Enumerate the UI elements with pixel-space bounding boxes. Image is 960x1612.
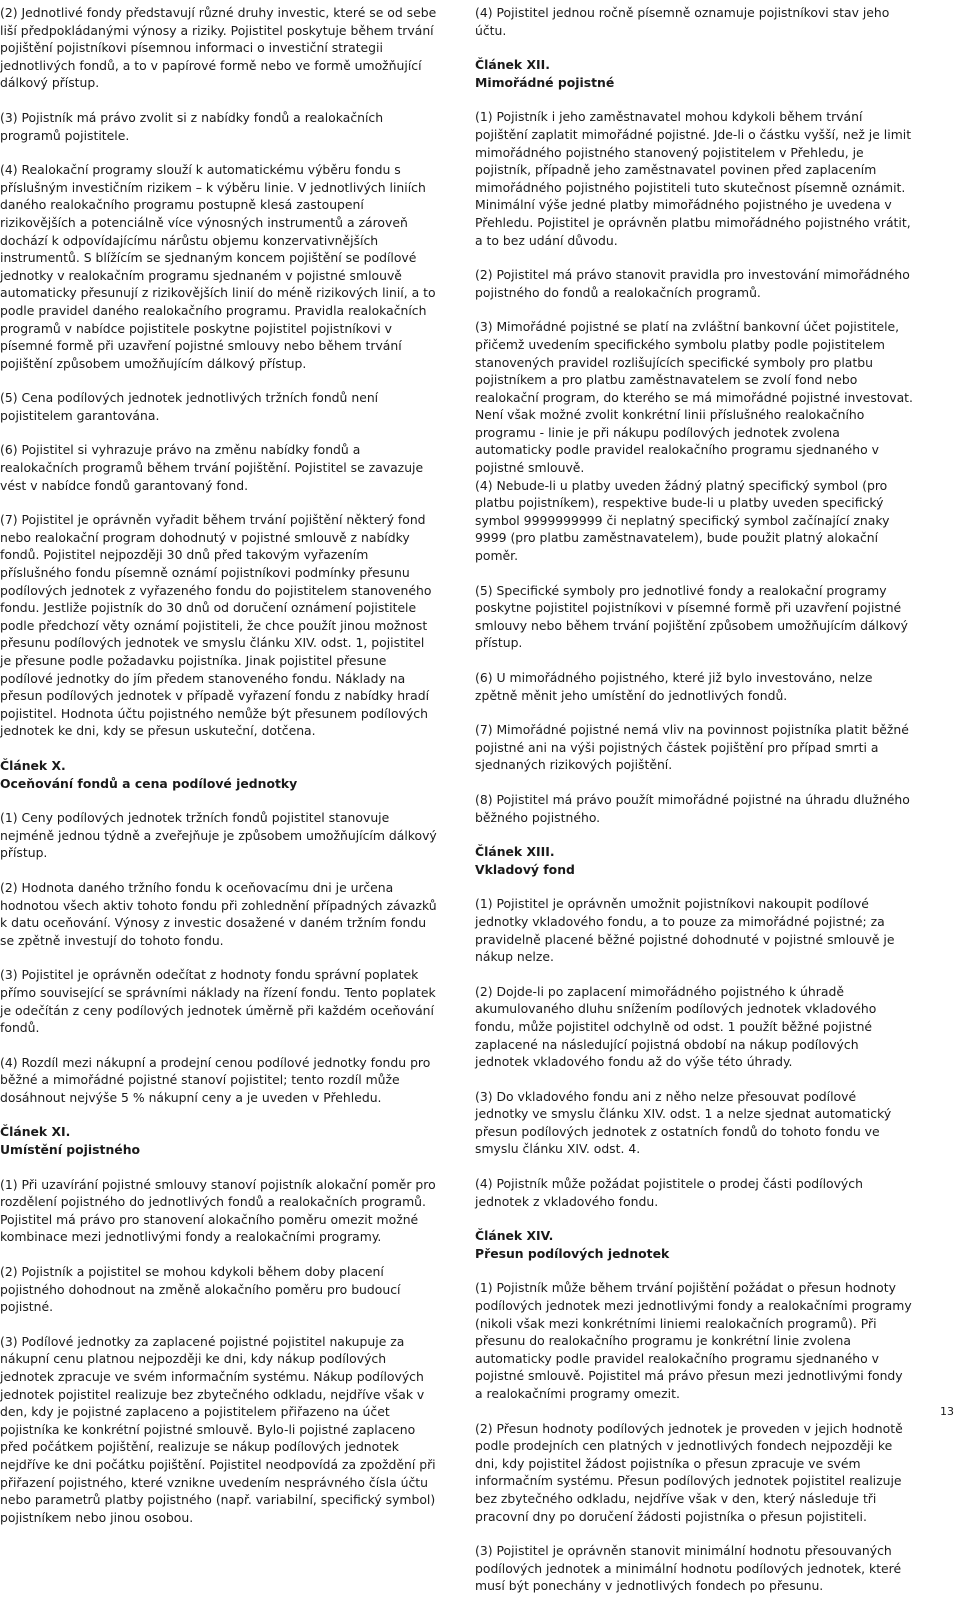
article-number: Článek XI. [0,1124,71,1140]
article-title: Vkladový fond [475,861,575,877]
article-heading [475,843,913,878]
paragraph: (6) U mimořádného pojistného, které již bylo investováno, nelze zpětně měnit jeho umístění do jednotlivých fondů. [475,670,873,703]
paragraph: (3) Pojistník má právo zvolit si z nabídky fondů a realokačních programů pojistitele. [0,109,384,143]
paragraph: (3) Pojistitel je oprávněn stanovit minimální hodnotu přesouvaných podílových jednotek a minimální hodnotu podílových jednotek, které musí být ponechány v jednotlivých fondech po přesunu. [475,1543,902,1594]
paragraph: (1) Pojistník může během trvání pojištění požádat o přesun hodnoty podílových jednotek mezi jednotlivými fondy a realokačními programy (nikoli však mezi konkrétními liniemi realokačních programů). Při přesunu do realokačního programu je konkrétní linie zvolena automaticky podle pravidel realokačního programu sjednaného v pojistné smlouvě. Pojistitel má právo přesun mezi jednotlivými fondy a realokačními programy omezit. [475,1280,912,1401]
paragraph: (5) Specifické symboly pro jednotlivé fondy a realokační programy poskytne pojistitel pojistníkovi v písemné formě při uzavření pojistné smlouvy nebo během trvání pojištění způsobem umožňujícím dálkový přístup. [475,582,908,651]
article-title: Oceňování fondů a cena podílové jednotky [0,775,298,791]
paragraph: (7) Mimořádné pojistné nemá vliv na povinnost pojistníka platit běžné pojistné ani na výši pojistných částek pojištění pro případ smrti a sjednaných rizikových pojištění. [475,722,909,773]
paragraph: (2) Pojistitel má právo stanovit pravidla pro investování mimořádného pojistného do fondů a realokačních programů. [475,267,910,300]
article-heading [475,56,913,91]
article-number: Článek X. [0,757,66,773]
paragraph: (7) Pojistitel je oprávněn vyřadit během trvání pojištění některý fond nebo realokační program dohodnutý v pojistné smlouvě z nabídky fondů. Pojistitel nejpozději 30 dnů před takovým vyřazením příslušného fondu písemně oznámí pojistníkovi podmínky přesunu podílových jednotek z vyřazeného fondu do pojistitelem stanoveného fondu. Jestliže pojistník do 30 dnů od doručení oznámení pojistitele podle předchozí věty oznámí pojistiteli, že chce použít jinou možnost přesunu podílových jednotek ve smyslu článku XIV. odst. 1, pojistitel je přesune podle požadavku pojistníka. Jinak pojistitel přesune podílové jednotky do jím předem stanoveného fondu. Náklady na přesun podílových jednotek v případě vyřazení fondu z nabídky hradí pojistitel. Hodnota účtu pojistného nemůže být přesunem podílových jednotek ke dni, kdy se přesun uskuteční, dotčena. [0,512,432,739]
page-number: 13 [940,1405,954,1418]
article-heading [475,1227,913,1262]
paragraph: (3) Pojistitel je oprávněn odečítat z hodnoty fondu správní poplatek přímo související se správními náklady na řízení fondu. Tento poplatek je odečítán z ceny podílových jednotek úměrně při každém oceňování fondů. [0,967,436,1036]
paragraph: (8) Pojistitel má právo použít mimořádné pojistné na úhradu dlužného běžného pojistného. [475,791,910,825]
paragraph: (4) Rozdíl mezi nákupní a prodejní cenou podílové jednotky fondu pro běžné a mimořádné pojistné stanoví pojistitel; tento rozdíl může dosáhnout nejvýše 5 % nákupní ceny a je uveden v Přehledu. [0,1054,431,1105]
paragraph: (1) Pojistitel je oprávněn umožnit pojistníkovi nakoupit podílové jednotky vkladového fondu, a to pouze za mimořádné pojistné; za pravidelně placené běžné pojistné dohodnuté v pojistné smlouvě je nákup nelze. [475,896,895,965]
paragraph: (1) Pojistník i jeho zaměstnavatel mohou kdykoli během trvání pojištění zaplatit mimořádné pojistné. Jde-li o částku vyšší, než je limit mimořádného pojistného stanovený pojistitelem v Přehledu, je pojistník, případně jeho zaměstnavatel povinen před zaplacením mimořádného pojistného pojistiteli tuto skutečnost písemně oznámit. Minimální výše jedné platby mimořádného pojistného je uvedena v Přehledu. Pojistitel je oprávněn platbu mimořádného pojistného vrátit, a to bez udání důvodu. [475,109,912,248]
paragraph: (6) Pojistitel si vyhrazuje právo na změnu nabídky fondů a realokačních programů během trvání pojištění. Pojistitel se zavazuje vést v nabídce fondů garantovaný fond. [0,442,424,493]
paragraph: (4) Realokační programy slouží k automatickému výběru fondu s příslušným investičním rizikem – k výběru linie. V jednotlivých liniích daného realokačního programu postupně klesá zastoupení rizikovějších a potenciálně více výnosných instrumentů a zároveň dochází k odpovídajícímu nárůstu objemu konzervativnějších instrumentů. S blížícím se sjednaným koncem pojištění se podílové jednotky v realokačním programu sjednaném v pojistné smlouvě automaticky přesunují z rizikovějších linií do méně rizikových linií, a to podle pravidel daného realokačního programu. Pravidla realokačních programů v nabídce pojistitele poskytne pojistitel pojistníkovi v písemné formě při uzavření pojistné smlouvy nebo během trvání pojištění způsobem umožňujícím dálkový přístup. [0,162,436,371]
paragraph: (2) Hodnota daného tržního fondu k oceňovacímu dni je určena hodnotou všech aktiv tohoto fondu při zohlednění případných závazků k datu oceňování. Výnosy z investic dosažené v daném tržním fondu se zpětně investují do tohoto fondu. [0,879,437,948]
left-column [0,4,438,1543]
paragraph: (1) Ceny podílových jednotek tržních fondů pojistitel stanovuje nejméně jednou týdně a zveřejňuje je způsobem umožňujícím dálkový přístup. [0,810,437,861]
article-number: Článek XII. [475,57,550,73]
paragraph: (1) Při uzavírání pojistné smlouvy stanoví pojistník alokační poměr pro rozdělení pojistného do jednotlivých fondů a realokačních programů. Pojistitel má právo pro stanovení alokačního poměru omezit možné kombinace mezi jednotlivými fondy a realokačními programy. [0,1176,436,1245]
paragraph: (3) Podílové jednotky za zaplacené pojistné pojistitel nakupuje za nákupní cenu platnou nejpozději ke dni, kdy nákup podílových jednotek zpracuje ve svém informačním systému. Nákup podílových jednotek pojistitel realizuje bez zbytečného odkladu, nejdříve však v den, kdy je pojistné zaplaceno a pojistitelem přiřazeno na účet pojistníka ke konkrétní pojistné smlouvě. Bylo-li pojistné zaplaceno před počátkem pojištění, realizuje se nákup podílových jednotek nejdříve ke dni počátku pojištění. Pojistitel neodpovídá za zpoždění při přiřazení pojistného, které vznikne uvedením nesprávného čísla účtu nebo parametrů platby pojistného (např. variabilní, specifický symbol) pojistníkem nebo jinou osobou. [0,1333,436,1525]
article-number: Článek XIII. [475,844,555,860]
article-heading [0,1123,438,1158]
paragraph: (5) Cena podílových jednotek jednotlivých tržních fondů není pojistitelem garantována. [0,390,379,423]
article-title: Přesun podílových jednotek [475,1245,670,1261]
paragraph: (4) Pojistitel jednou ročně písemně oznamuje pojistníkovi stav jeho účtu. [475,5,890,38]
article-title: Mimořádné pojistné [475,74,615,90]
article-number: Článek XIV. [475,1228,554,1244]
paragraph: (3) Do vkladového fondu ani z něho nelze přesouvat podílové jednotky ve smyslu článku XIV. odst. 1 a nelze sjednat automatický přesun podílových jednotek z ostatních fondů do tohoto fondu ve smyslu článku XIV. odst. 4. [475,1088,892,1157]
article-title: Umístění pojistného [0,1142,141,1158]
paragraph: (4) Pojistník může požádat pojistitele o prodej části podílových jednotek z vkladového fondu. [475,1176,863,1209]
paragraph: (2) Pojistník a pojistitel se mohou kdykoli během doby placení pojistného dohodnout na změně alokačního poměru pro budoucí pojistné. [0,1264,401,1315]
article-heading [0,757,438,792]
paragraph: (2) Dojde-li po zaplacení mimořádného pojistného k úhradě akumulovaného dluhu snížením podílových jednotek vkladového fondu, může pojistitel odchylně od odst. 1 použít běžné pojistné zaplacené na následující pojistná období na nákup podílových jednotek vkladového fondu až do výše této úhrady. [475,983,877,1070]
paragraph: (2) Jednotlivé fondy představují různé druhy investic, které se od sebe liší předpokládanými výnosy a riziky. Pojistitel poskytuje během trvání pojištění pojistníkovi písemnou informaci o investiční strategii jednotlivých fondů, a to v papírové formě nebo ve formě umožňující dálkový přístup. [0,5,437,91]
paragraph: (2) Přesun hodnoty podílových jednotek je proveden v jejich hodnotě podle prodejních cen platných v jednotlivých fondech nejpozději ke dni, kdy pojistitel žádost pojistníka o přesun zpracuje ve svém informačním systému. Přesun podílových jednotek pojistitel realizuje bez zbytečného odkladu, nejdříve však v den, který následuje tři pracovní dny po doručení žádosti pojistníka o přesun pojistiteli. [475,1420,903,1524]
paragraph: (3) Mimořádné pojistné se platí na zvláštní bankovní účet pojistitele, přičemž uvedením specifického symbolu platby podle pojistitelem stanovených pravidel rozlišujících specifické symboly pro platbu pojistníkem a pro platbu zaměstnavatelem se zvolí fond nebo realokační program, do kterého se má mimořádné pojistné investovat. Není však možné zvolit konkrétní linii příslušného realokačního programu - linie je při nákupu podílových jednotek zvolena automaticky podle pravidel realokačního programu sjednaného v pojistné smlouvě. (4) Nebude-li u platby uveden žádný platný specifický symbol (pro platbu pojistníkem), respektive bude-li u platby uveden specifický symbol 9999999999 či neplatný specifický symbol začínající znaky 9999 (pro platbu zaměstnavatelem), bude použit platný alokační poměr. [475,319,913,564]
right-column [475,4,913,1612]
